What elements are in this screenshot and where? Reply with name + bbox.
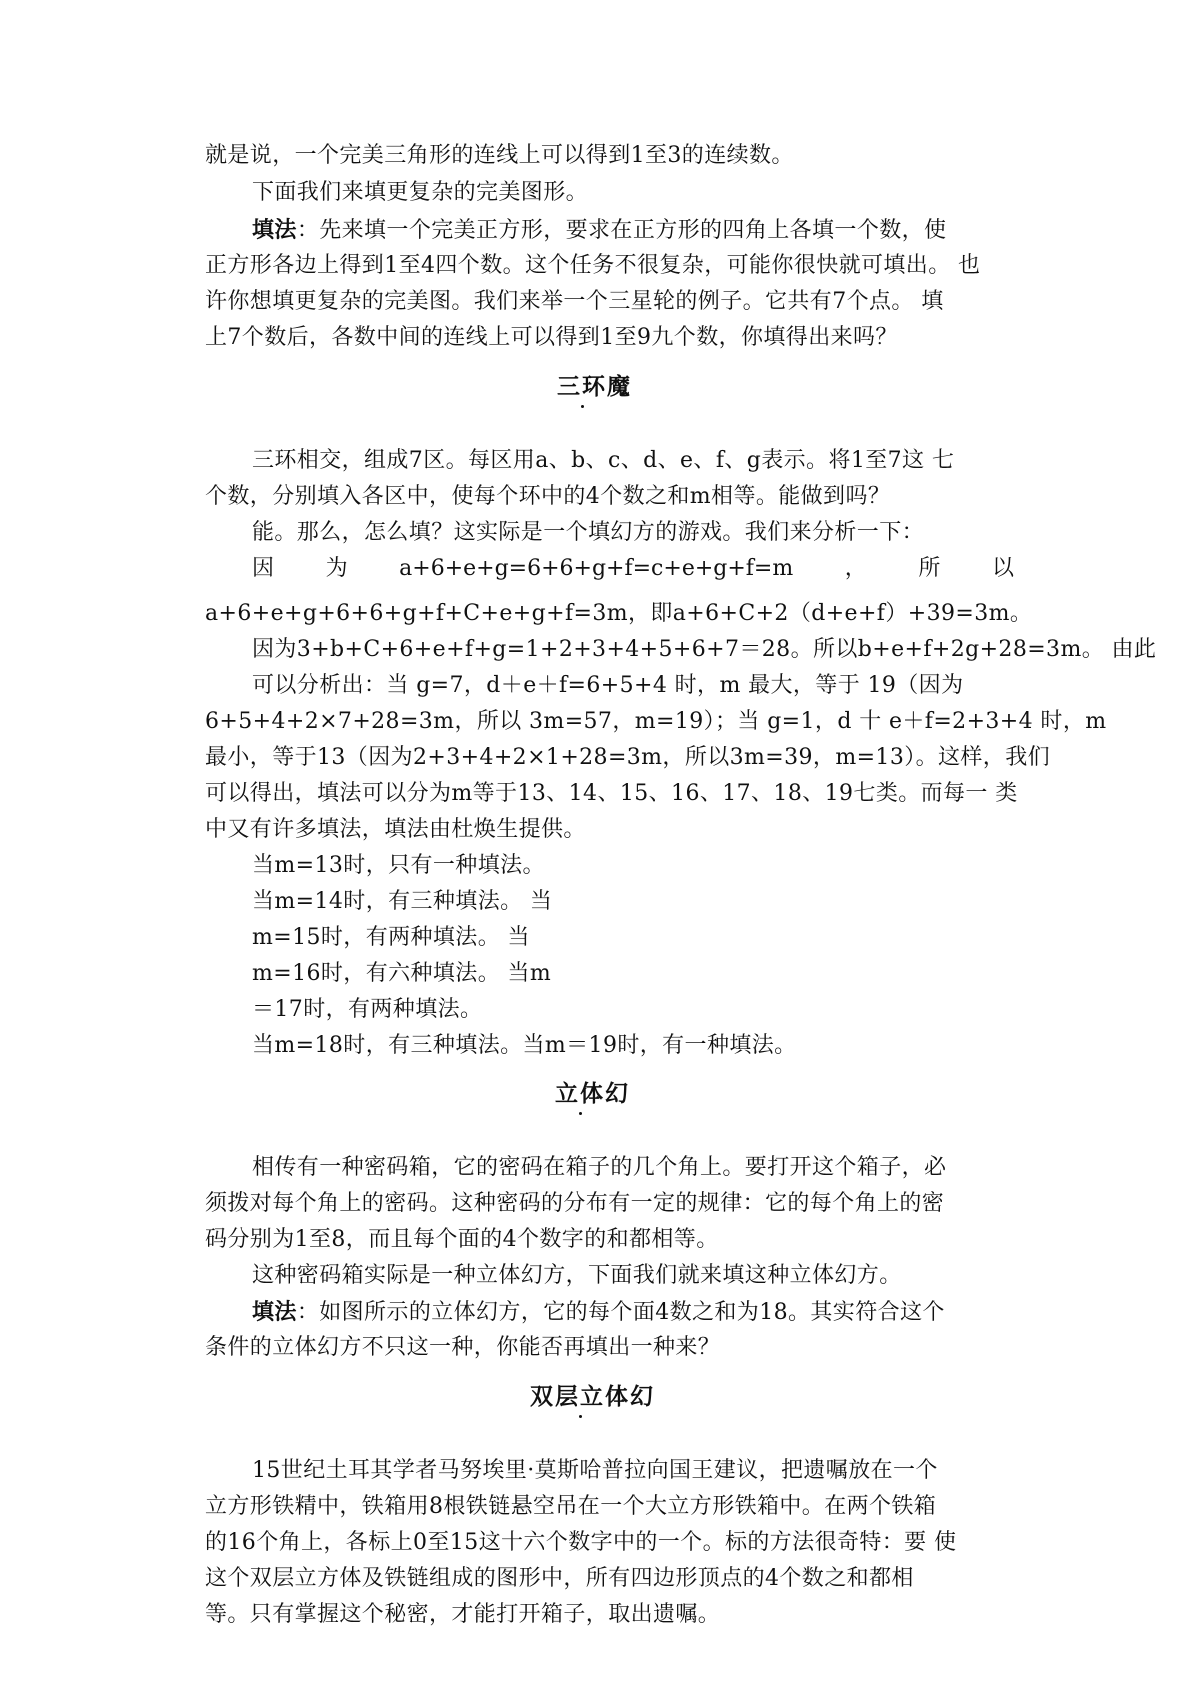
paragraph-line: 15世纪土耳其学者马努埃里·莫斯哈普拉向国王建议，把遗嘱放在一个: [252, 1458, 938, 1483]
paragraph-line: 能。那么，怎么填？这实际是一个填幻方的游戏。我们来分析一下：: [252, 520, 925, 545]
justified-word: 以: [991, 556, 1014, 581]
section-title-text: 三环魔: [557, 374, 632, 400]
paragraph-line: 可以得出，填法可以分为m等于13、14、15、16、17、18、19七类。而每一 类: [205, 781, 1018, 806]
justified-word: a+6+e+g=6+6+g+f=c+e+g+f=m: [399, 556, 794, 581]
paragraph-line: 下面我们来填更复杂的完美图形。: [252, 180, 589, 205]
title-dot: [579, 1415, 582, 1418]
paragraph-line: 许你想填更复杂的完美图。我们来举一个三星轮的例子。它共有7个点。 填: [205, 289, 944, 314]
fill-method-label: 填法: [252, 217, 297, 243]
paragraph-line: 当m=13时，只有一种填法。: [252, 853, 545, 878]
justified-word: ，: [844, 556, 867, 581]
justified-word: 所: [918, 556, 941, 581]
paragraph-line: ＝17时，有两种填法。: [252, 997, 483, 1022]
justified-word: 为: [325, 556, 348, 581]
paragraph-line: 最小，等于13（因为2+3+4+2×1+28=3m，所以3m=39，m=13）。这样，我们: [205, 745, 1051, 770]
paragraph-line: 这个双层立方体及铁链组成的图形中，所有四边形顶点的4个数之和都相: [205, 1566, 914, 1591]
paragraph-line: [252, 1297, 945, 1328]
paragraph-line: 上7个数后，各数中间的连线上可以得到1至9九个数，你填得出来吗？: [205, 325, 898, 350]
paragraph-line: 的16个角上，各标上0至15这十六个数字中的一个。标的方法很奇特：要 使: [205, 1530, 957, 1555]
paragraph-line: 条件的立体幻方不只这一种，你能否再填出一种来？: [205, 1335, 721, 1360]
section-title: [555, 1079, 630, 1109]
paragraph-line: m=16时，有六种填法。 当m: [252, 961, 552, 986]
paragraph-line: a+6+e+g+6+6+g+f+C+e+g+f=3m，即a+6+C+2（d+e+f）+39=3m。: [205, 601, 1033, 626]
paragraph-line: 三环相交，组成7区。每区用a、b、c、d、e、f、g表示。将1至7这 七: [252, 448, 955, 473]
paragraph-line: [252, 215, 946, 246]
paragraph-line: 须拨对每个角上的密码。这种密码的分布有一定的规律：它的每个角上的密: [205, 1191, 945, 1216]
section-title: [557, 372, 632, 402]
title-dot: [581, 405, 584, 408]
section-title: [530, 1382, 655, 1412]
paragraph-line: 6+5+4+2×7+28=3m，所以 3m=57，m=19）；当 g=1，d 十 e＋f=2+3+4 时，m: [205, 709, 1107, 734]
paragraph-text: ：先来填一个完美正方形，要求在正方形的四角上各填一个数，使: [296, 218, 947, 243]
paragraph-line: 个数，分别填入各区中，使每个环中的4个数之和m相等。能做到吗？: [205, 484, 891, 509]
paragraph-line: 中又有许多填法，填法由杜焕生提供。: [205, 817, 586, 842]
paragraph-line: 可以分析出：当 g=7，d＋e＋f=6+5+4 时，m 最大，等于 19（因为: [252, 673, 964, 698]
paragraph-line: m=15时，有两种填法。 当: [252, 925, 530, 950]
justified-word: 因: [252, 556, 275, 581]
justified-line: [252, 554, 1014, 584]
section-title-text: 双层立体幻: [530, 1384, 655, 1410]
paragraph-line: 相传有一种密码箱，它的密码在箱子的几个角上。要打开这个箱子，必: [252, 1155, 947, 1180]
paragraph-line: 码分别为1至8，而且每个面的4个数字的和都相等。: [205, 1227, 719, 1252]
fill-method-label: 填法: [252, 1299, 297, 1325]
paragraph-text: ：如图所示的立体幻方，它的每个面4数之和为18。其实符合这个: [296, 1300, 945, 1325]
paragraph-line: 当m=18时，有三种填法。当m＝19时，有一种填法。: [252, 1033, 797, 1058]
paragraph-line: 等。只有掌握这个秘密，才能打开箱子，取出遗嘱。: [205, 1602, 721, 1627]
paragraph-line: 因为3+b+C+6+e+f+g=1+2+3+4+5+6+7＝28。所以b+e+f+2g+28=3m。 由此: [252, 637, 1157, 662]
paragraph-line: 正方形各边上得到1至4四个数。这个任务不很复杂，可能你很快就可填出。 也: [205, 253, 981, 278]
paragraph-line: 立方形铁精中，铁箱用8根铁链悬空吊在一个大立方形铁箱中。在两个铁箱: [205, 1494, 937, 1519]
section-title-text: 立体幻: [555, 1081, 630, 1107]
title-dot: [579, 1112, 582, 1115]
paragraph-line: 当m=14时，有三种填法。 当: [252, 889, 553, 914]
paragraph-line: 这种密码箱实际是一种立体幻方，下面我们就来填这种立体幻方。: [252, 1263, 902, 1288]
paragraph-line: 就是说，一个完美三角形的连线上可以得到1至3的连续数。: [205, 143, 794, 168]
